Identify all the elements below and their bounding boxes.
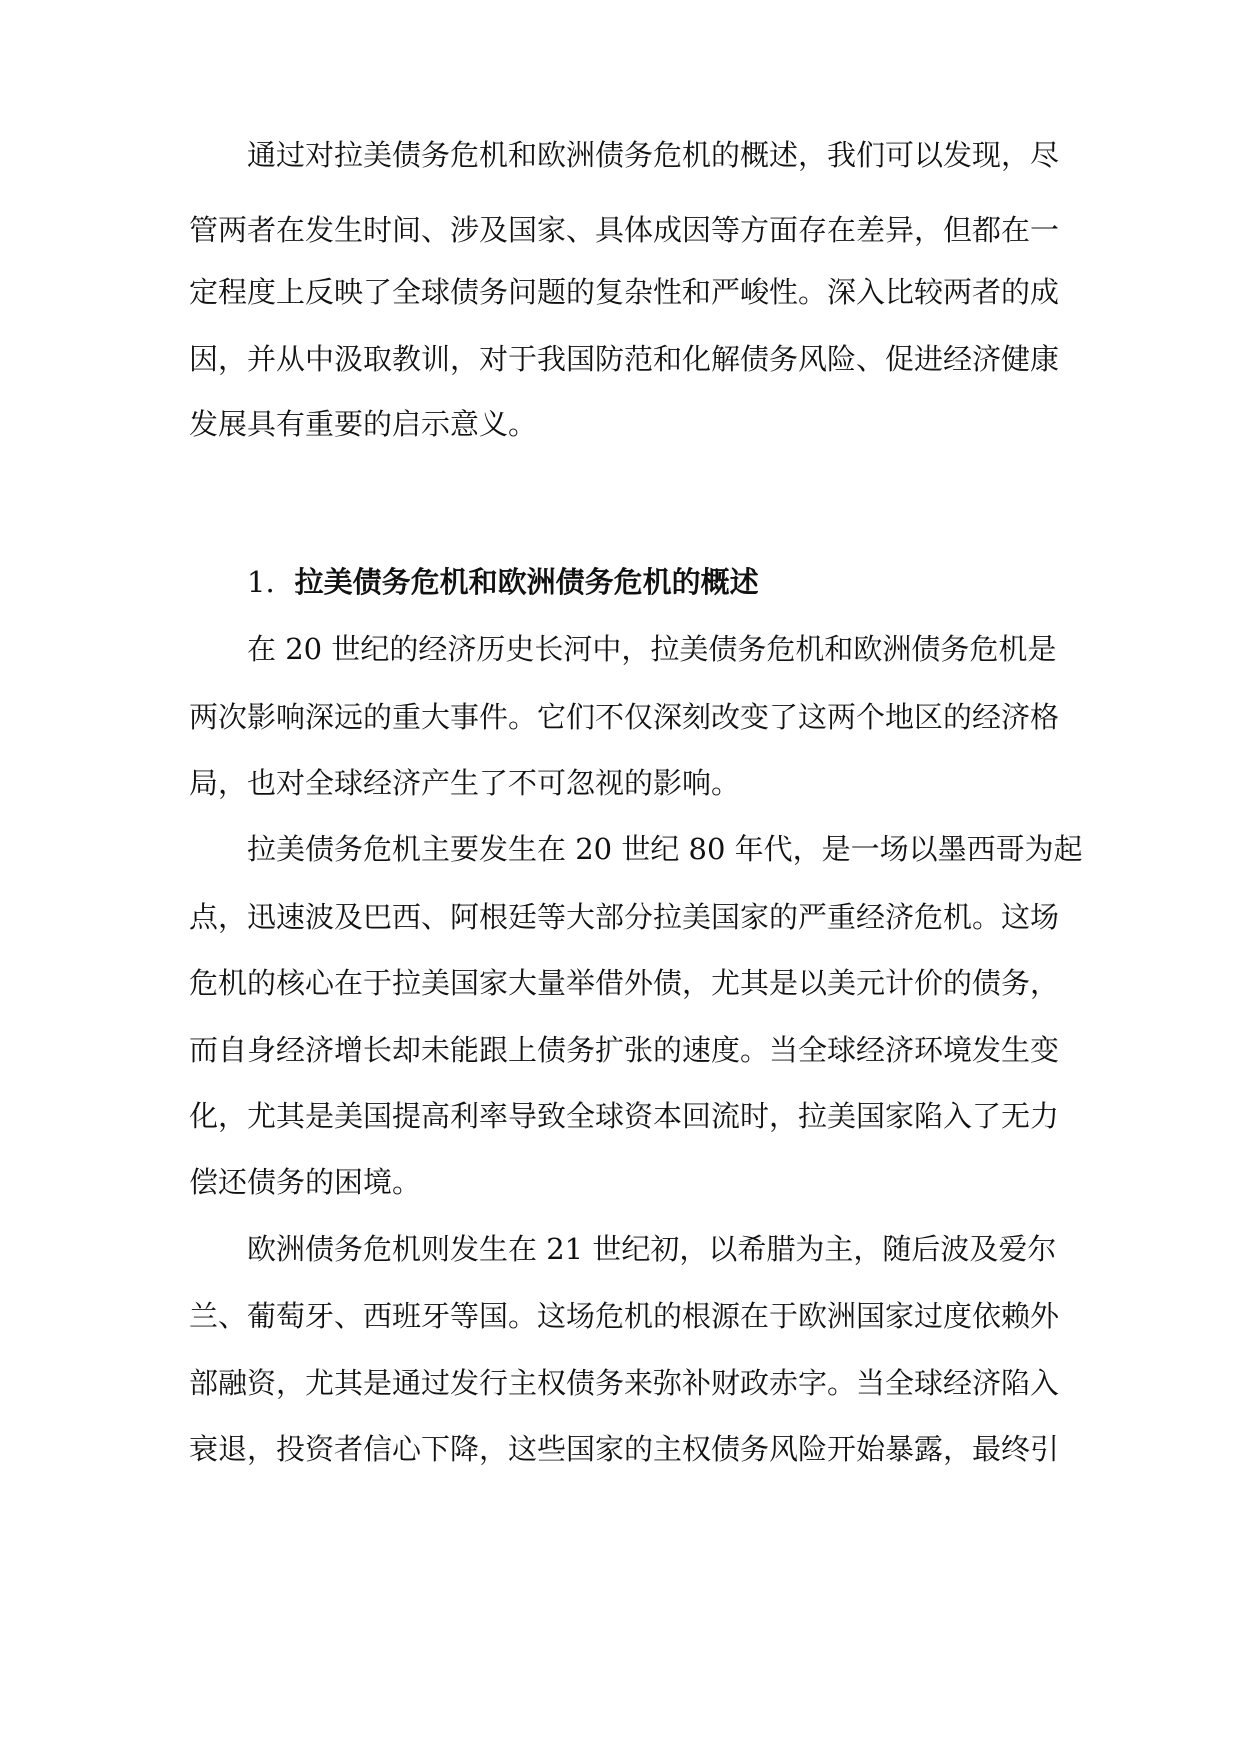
paragraph-2-line: 化，尤其是美国提高利率导致全球资本回流时，拉美国家陷入了无力 [189,1099,1060,1133]
intro-line: 管两者在发生时间、涉及国家、具体成因等方面存在差异，但都在一 [189,213,1060,247]
paragraph-2-line: 拉美债务危机主要发生在 20 世纪 80 年代，是一场以墨西哥为起 [247,832,1083,866]
paragraph-3-line: 欧洲债务危机则发生在 21 世纪初，以希腊为主，随后波及爱尔 [247,1232,1057,1266]
section-heading [247,562,759,602]
paragraph-3-line: 衰退，投资者信心下降，这些国家的主权债务风险开始暴露，最终引 [189,1432,1060,1466]
paragraph-3-line: 部融资，尤其是通过发行主权债务来弥补财政赤字。当全球经济陷入 [189,1366,1060,1400]
intro-line: 发展具有重要的启示意义。 [189,407,538,441]
paragraph-2-line: 偿还债务的困境。 [189,1165,422,1199]
section-title: 拉美债务危机和欧洲债务危机的概述 [294,565,759,599]
paragraph-3-line: 兰、葡萄牙、西班牙等国。这场危机的根源在于欧洲国家过度依赖外 [189,1299,1060,1333]
paragraph-1-line: 两次影响深远的重大事件。它们不仅深刻改变了这两个地区的经济格 [189,700,1060,734]
paragraph-1-line: 在 20 世纪的经济历史长河中，拉美债务危机和欧洲债务危机是 [247,632,1057,666]
paragraph-2-line: 而自身经济增长却未能跟上债务扩张的速度。当全球经济环境发生变 [189,1033,1060,1067]
intro-line: 通过对拉美债务危机和欧洲债务危机的概述，我们可以发现，尽 [247,138,1060,172]
paragraph-2-line: 危机的核心在于拉美国家大量举借外债，尤其是以美元计价的债务， [189,966,1060,1000]
section-number: 1. [247,565,275,599]
paragraph-1-line: 局，也对全球经济产生了不可忽视的影响。 [189,766,741,800]
intro-line: 因，并从中汲取教训，对于我国防范和化解债务风险、促进经济健康 [189,342,1060,376]
intro-line: 定程度上反映了全球债务问题的复杂性和严峻性。深入比较两者的成 [189,275,1060,309]
paragraph-2-line: 点，迅速波及巴西、阿根廷等大部分拉美国家的严重经济危机。这场 [189,900,1060,934]
